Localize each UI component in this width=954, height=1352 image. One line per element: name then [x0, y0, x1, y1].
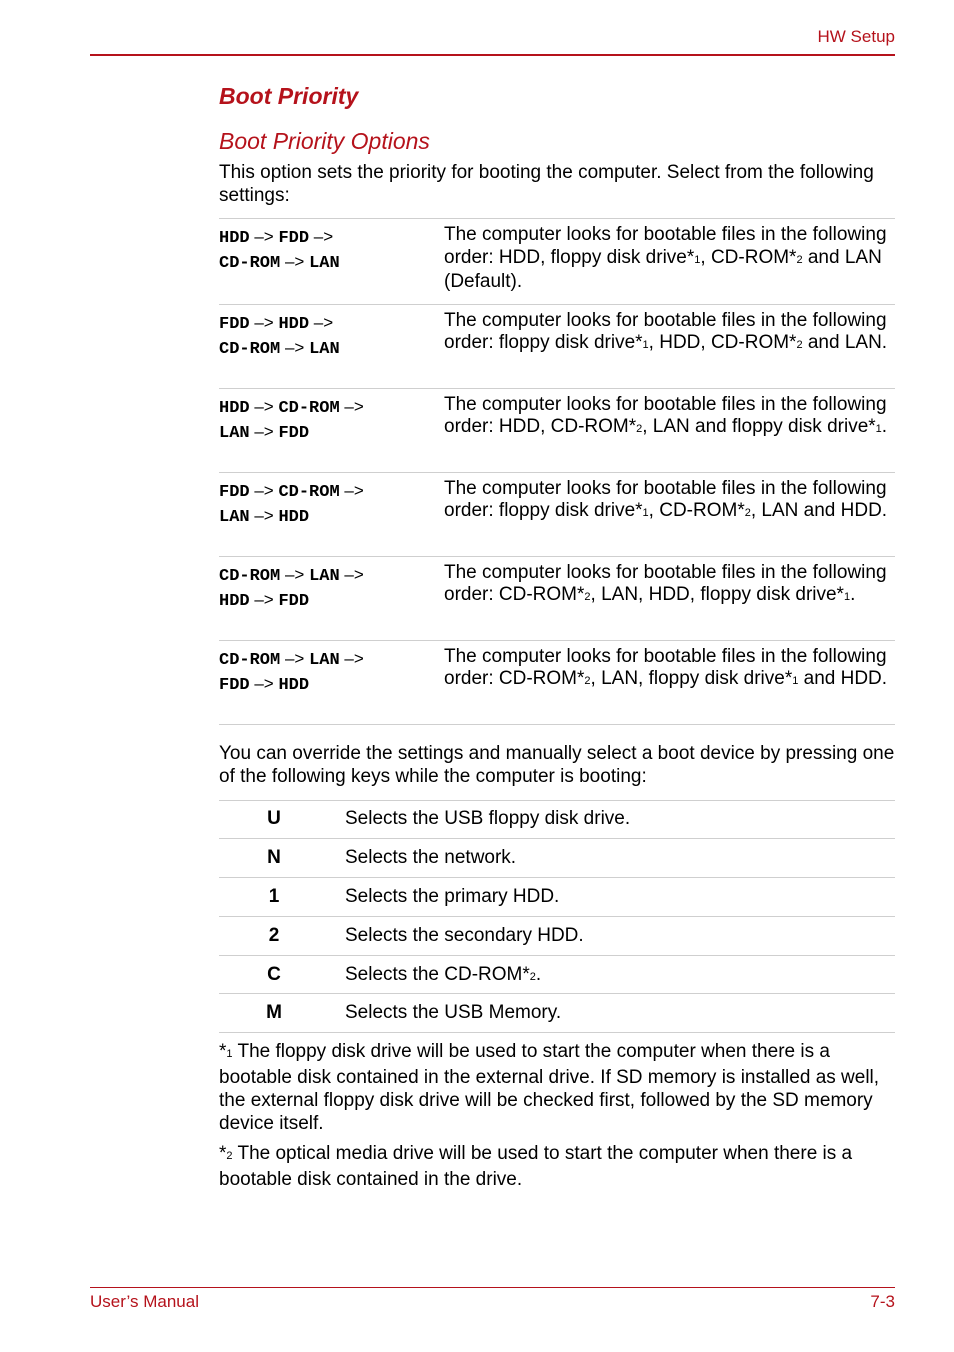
boot-key-description [329, 1002, 895, 1024]
boot-option-row [219, 305, 895, 389]
arrow-glyph: –> [280, 564, 310, 584]
footnote-ref: 2 [584, 591, 591, 603]
footnote-ref: 1 [875, 423, 882, 435]
boot-option-row [219, 473, 895, 557]
boot-keys-table [219, 800, 895, 1034]
footnote-paragraph [219, 1142, 895, 1191]
boot-description [444, 562, 895, 630]
boot-key: 2 [268, 924, 280, 946]
footnote-paragraph [219, 1040, 895, 1135]
boot-description [444, 478, 895, 546]
arrow-glyph: –> [339, 648, 364, 668]
boot-sequence-line [219, 647, 444, 672]
arrow-glyph: –> [309, 227, 334, 246]
device-name: CD-ROM [219, 566, 281, 586]
footer-manual-title: User’s Manual [90, 1292, 199, 1311]
boot-sequence-line [219, 588, 444, 613]
boot-sequence [219, 478, 444, 546]
arrow-glyph: –> [249, 227, 279, 246]
boot-sequence [219, 310, 444, 378]
boot-sequence [219, 562, 444, 630]
key-description-text: Selects the secondary HDD. [345, 924, 584, 946]
description-text: and HDD. [798, 668, 888, 689]
key-description-text: Selects the CD-ROM* [345, 963, 530, 985]
footnote-mark: * [219, 1143, 227, 1165]
device-name: LAN [309, 254, 340, 273]
device-name: FDD [219, 482, 250, 502]
boot-key: M [266, 1002, 282, 1024]
footnote-number: 1 [226, 1048, 233, 1061]
boot-key-row [219, 801, 895, 840]
boot-key-description [329, 886, 895, 908]
device-name: CD-ROM [278, 482, 340, 502]
section-heading: Boot Priority [219, 83, 359, 109]
boot-key: U [267, 808, 281, 830]
description-text: and LAN. [802, 332, 888, 353]
boot-sequence [219, 224, 444, 294]
boot-key-description [329, 964, 895, 986]
boot-key-description [329, 925, 895, 947]
boot-option-row [219, 641, 895, 725]
arrow-glyph: –> [249, 396, 279, 416]
device-name: LAN [309, 650, 340, 670]
boot-key-row [219, 956, 895, 995]
device-name: HDD [278, 314, 310, 334]
boot-sequence [219, 394, 444, 462]
device-name: FDD [219, 675, 250, 695]
footnote-text: The optical media drive will be used to start the computer when there is a bootable disk contained in the drive. [219, 1143, 853, 1191]
description-text: The computer looks for bootable files in the following order: CD-ROM* [444, 645, 887, 689]
device-name: CD-ROM [278, 398, 340, 418]
boot-key: N [267, 847, 281, 869]
description-text: , LAN and floppy disk drive* [642, 416, 876, 437]
key-description-text: Selects the USB Memory. [345, 1002, 562, 1024]
device-name: LAN [309, 339, 340, 359]
device-name: CD-ROM [219, 254, 281, 273]
device-name: LAN [219, 423, 250, 443]
arrow-glyph: –> [339, 564, 364, 584]
description-text: , LAN, HDD, floppy disk drive* [590, 584, 844, 605]
footer-rule [90, 1287, 895, 1288]
footnote-ref: 1 [843, 591, 851, 603]
footnote-ref: 2 [529, 970, 536, 983]
description-text: The computer looks for bootable files in the following order: floppy disk drive* [444, 309, 887, 353]
footnote-ref: 2 [796, 253, 803, 266]
boot-key-description [329, 808, 895, 830]
subsection-heading: Boot Priority Options [219, 128, 430, 154]
arrow-glyph: –> [309, 312, 334, 332]
boot-option-row [219, 389, 895, 473]
boot-sequence-line [219, 672, 444, 697]
footer-page-number: 7-3 [870, 1292, 895, 1311]
boot-sequence-line [219, 563, 444, 588]
description-text: The computer looks for bootable files in the following order: HDD, CD-ROM* [444, 393, 887, 437]
key-description-tail: . [535, 963, 542, 985]
device-name: HDD [278, 675, 310, 695]
footnote-mark: * [219, 1041, 227, 1063]
intro-paragraph: This option sets the priority for booting the computer. Select from the following settings: [219, 162, 874, 206]
boot-description [444, 394, 895, 462]
boot-sequence-line [219, 420, 444, 445]
description-text: , CD-ROM* [700, 246, 797, 268]
footnote-number: 2 [226, 1150, 233, 1163]
device-name: CD-ROM [219, 339, 281, 359]
device-name: HDD [219, 398, 250, 418]
footnote-text: The floppy disk drive will be used to start the computer when there is a bootable disk contained in the external drive. If SD memory is installed as well, the external floppy disk drive will be checked first, followed by the SD memory device itself. [219, 1041, 880, 1135]
device-name: FDD [278, 423, 310, 443]
arrow-glyph: –> [249, 505, 279, 525]
arrow-glyph: –> [249, 673, 279, 693]
boot-sequence-line [219, 504, 444, 529]
device-name: HDD [219, 229, 250, 248]
device-name: FDD [278, 229, 310, 248]
description-text: , LAN, floppy disk drive* [590, 668, 793, 689]
arrow-glyph: –> [280, 252, 310, 271]
key-description-text: Selects the network. [345, 847, 517, 869]
arrow-glyph: –> [249, 589, 279, 609]
arrow-glyph: –> [249, 480, 279, 500]
footnote-ref: 1 [792, 675, 799, 687]
boot-description [444, 646, 895, 714]
page-content [219, 80, 895, 1191]
device-name: HDD [219, 591, 250, 611]
footnote-ref: 2 [796, 339, 803, 351]
description-text: . [850, 584, 856, 605]
override-paragraph: You can override the settings and manually select a boot device by pressing one of the following keys while the computer is booting: [219, 742, 895, 787]
boot-description [444, 224, 895, 294]
device-name: FDD [278, 591, 310, 611]
device-name: FDD [219, 314, 250, 334]
boot-key: C [267, 963, 281, 985]
boot-options-table [219, 218, 895, 725]
header-section-title: HW Setup [817, 27, 895, 46]
footnotes [219, 1040, 895, 1191]
device-name: LAN [219, 507, 250, 527]
footnote-ref: 1 [642, 507, 649, 519]
arrow-glyph: –> [280, 648, 310, 668]
description-text: , CD-ROM* [648, 500, 745, 521]
arrow-glyph: –> [280, 337, 310, 357]
header-rule [90, 54, 895, 56]
boot-key-row [219, 917, 895, 956]
footnote-ref: 2 [636, 423, 643, 435]
arrow-glyph: –> [249, 312, 279, 332]
footnote-ref: 1 [694, 253, 701, 266]
boot-sequence-line [219, 225, 444, 250]
arrow-glyph: –> [339, 480, 364, 500]
boot-option-row [219, 219, 895, 305]
description-text: The computer looks for bootable files in the following order: floppy disk drive* [444, 477, 887, 521]
boot-sequence-line [219, 395, 444, 420]
footnote-ref: 1 [642, 339, 649, 351]
boot-key: 1 [268, 885, 280, 907]
footnote-ref: 2 [584, 675, 591, 687]
footnote-ref: 2 [744, 507, 751, 519]
arrow-glyph: –> [249, 421, 279, 441]
description-text: , HDD, CD-ROM* [648, 332, 797, 353]
device-name: HDD [278, 507, 310, 527]
device-name: CD-ROM [219, 650, 281, 670]
boot-sequence-line [219, 479, 444, 504]
description-text: and LAN (Default). [444, 246, 882, 292]
boot-option-row [219, 557, 895, 641]
description-text: , LAN and HDD. [750, 500, 888, 521]
boot-key-row [219, 994, 895, 1033]
device-name: LAN [309, 566, 340, 586]
boot-sequence-line [219, 311, 444, 336]
key-description-text: Selects the primary HDD. [345, 885, 560, 907]
boot-sequence [219, 646, 444, 714]
boot-sequence-line [219, 336, 444, 361]
boot-key-row [219, 878, 895, 917]
description-text: The computer looks for bootable files in the following order: CD-ROM* [444, 561, 887, 605]
boot-description [444, 310, 895, 378]
description-text: The computer looks for bootable files in the following order: HDD, floppy disk drive* [444, 224, 887, 268]
boot-key-description [329, 847, 895, 869]
boot-sequence-line [219, 250, 444, 275]
arrow-glyph: –> [339, 396, 364, 416]
key-description-text: Selects the USB floppy disk drive. [345, 808, 631, 830]
description-text: . [881, 416, 888, 437]
boot-key-row [219, 839, 895, 878]
